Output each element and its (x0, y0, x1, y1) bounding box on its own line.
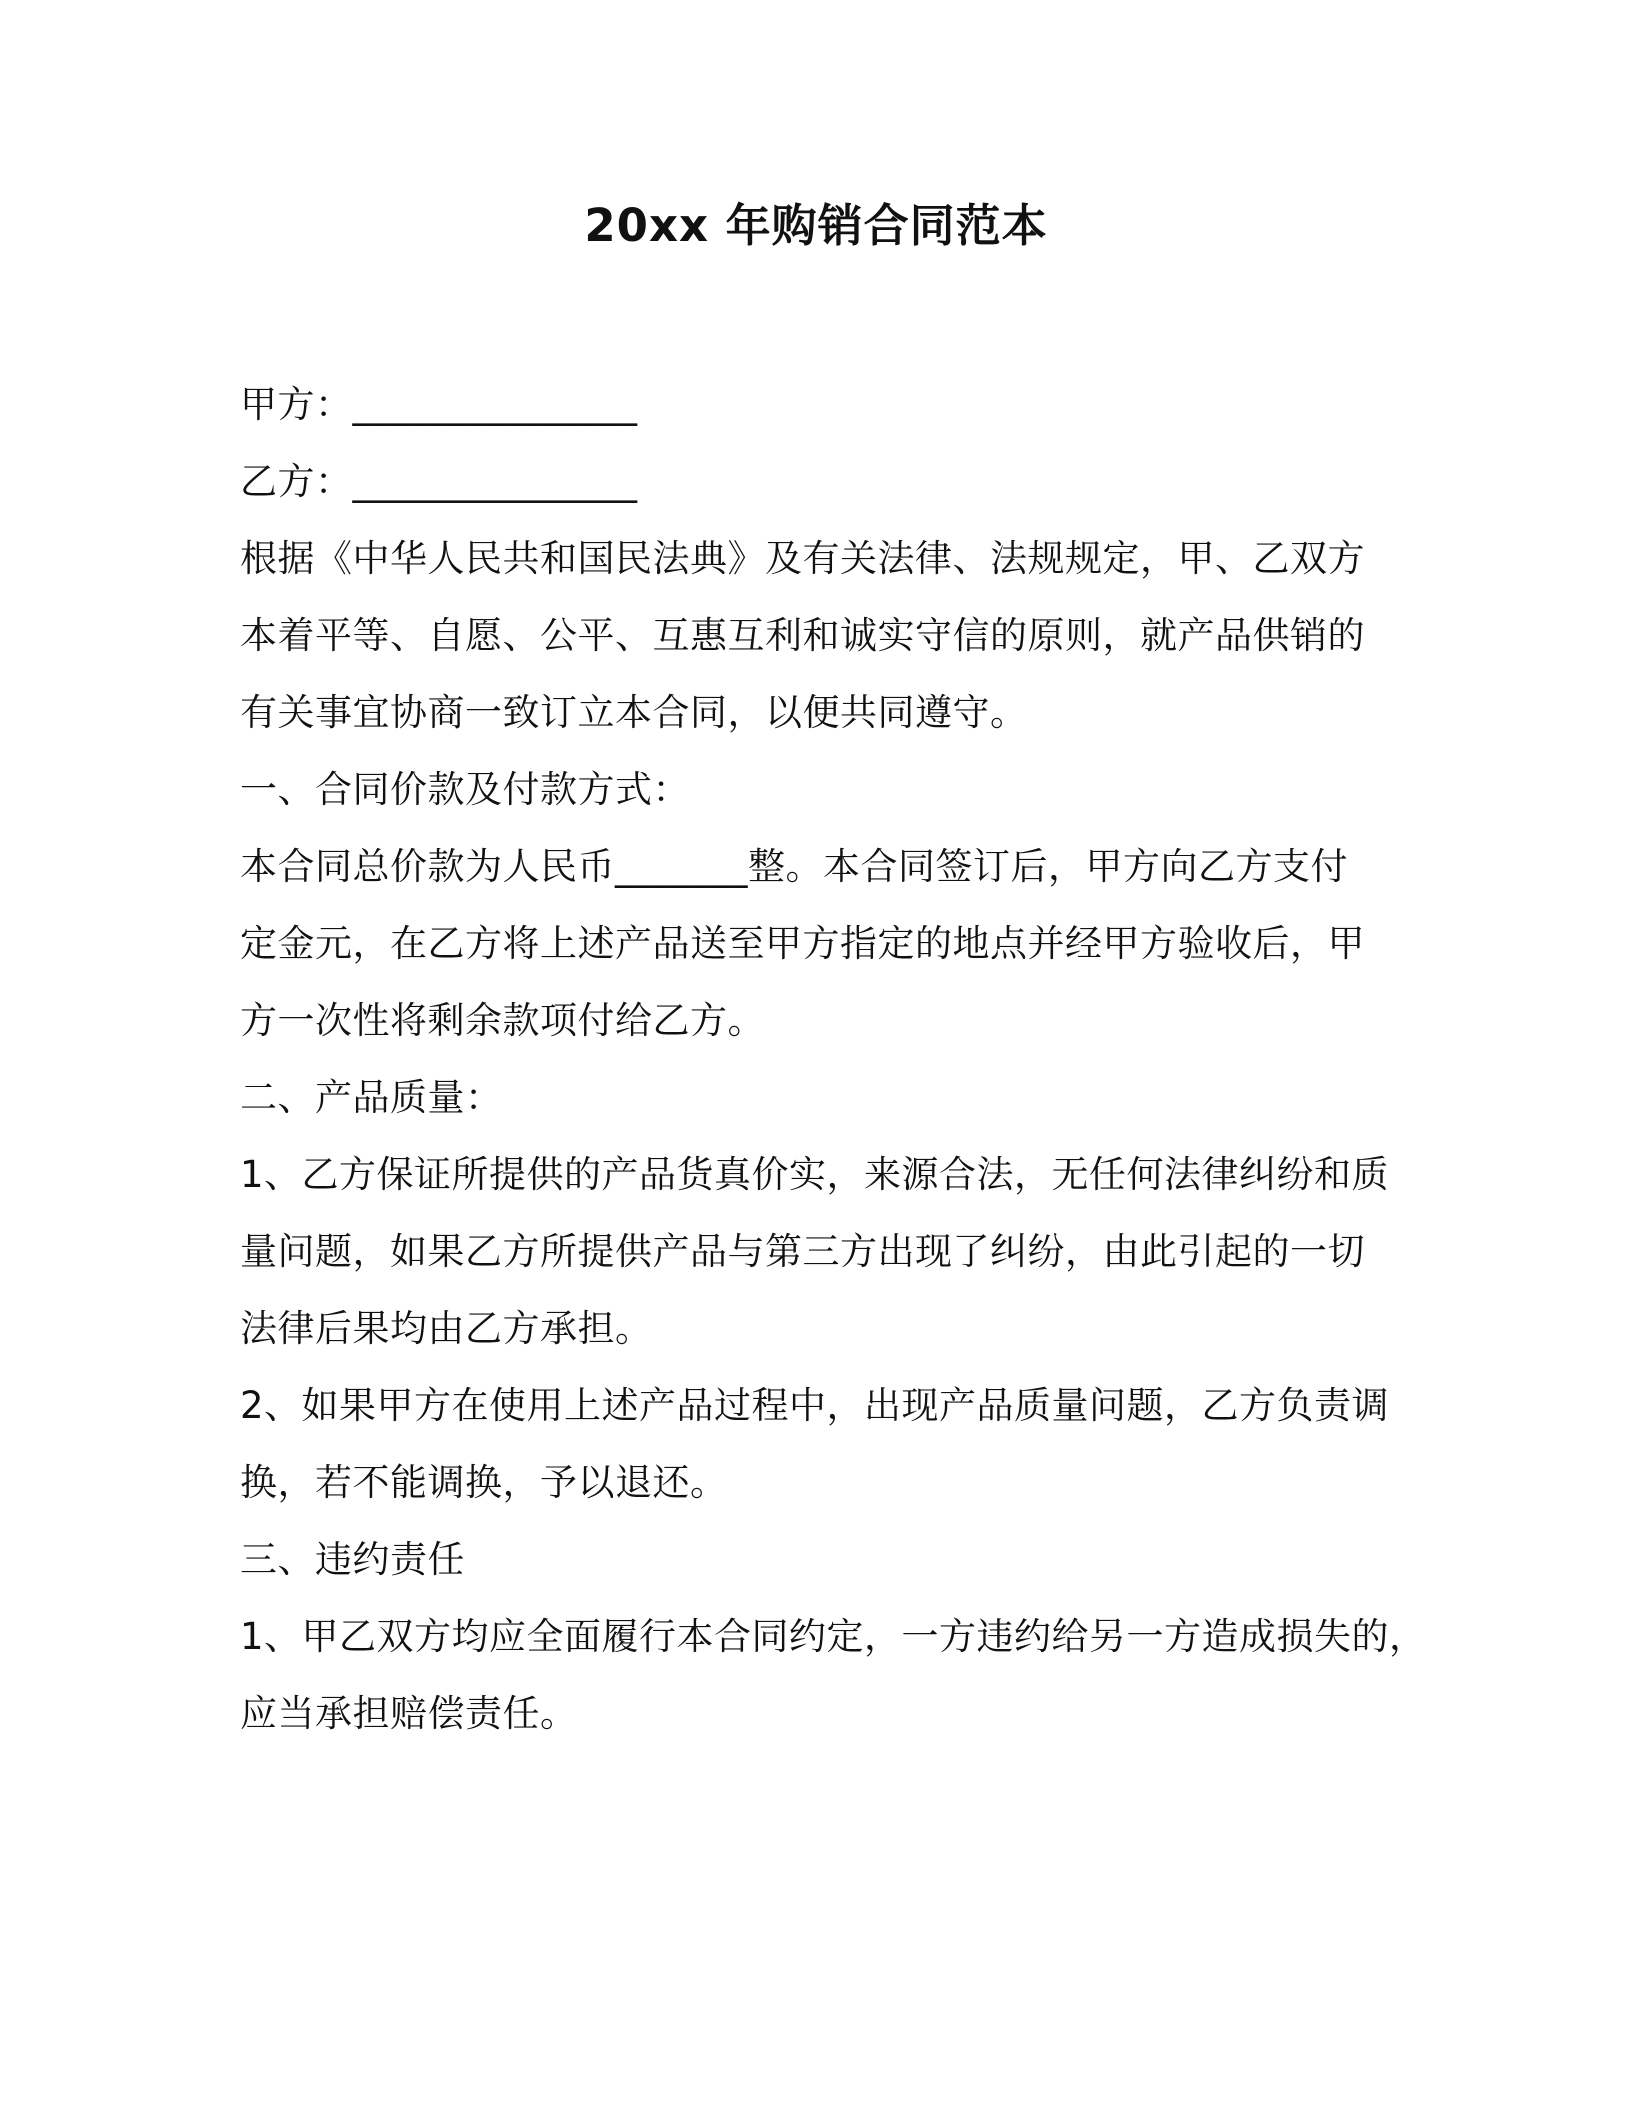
section-heading-price: 一、合同价款及付款方式： (240, 768, 690, 811)
document-body (240, 366, 1427, 1752)
preamble-line-1: 根据《中华人民共和国民法典》及有关法律、法规规定，甲、乙双方 (240, 537, 1365, 580)
price-line-2: 定金元，在乙方将上述产品送至甲方指定的地点并经甲方验收后，甲 (240, 922, 1365, 965)
quality-item-1-line-1: 1、乙方保证所提供的产品货真价实，来源合法，无任何法律纠纷和质 (240, 1153, 1390, 1196)
document-title: 20xx 年购销合同范本 (584, 199, 1048, 252)
liability-item-1-line-2: 应当承担赔偿责任。 (240, 1692, 578, 1735)
section-heading-liability: 三、违约责任 (240, 1538, 465, 1581)
quality-item-1-line-3: 法律后果均由乙方承担。 (240, 1307, 653, 1350)
liability-item-1-line-1: 1、甲乙双方均应全面履行本合同约定，一方违约给另一方造成损失的， (240, 1615, 1427, 1658)
quality-item-2-line-1: 2、如果甲方在使用上述产品过程中，出现产品质量问题，乙方负责调 (240, 1384, 1390, 1427)
section-heading-quality: 二、产品质量： (240, 1076, 503, 1119)
quality-item-1-line-2: 量问题，如果乙方所提供产品与第三方出现了纠纷，由此引起的一切 (240, 1230, 1365, 1273)
price-line-3: 方一次性将剩余款项付给乙方。 (240, 999, 765, 1042)
preamble-line-2: 本着平等、自愿、公平、互惠互利和诚实守信的原则，就产品供销的 (240, 614, 1365, 657)
quality-item-2-line-2: 换，若不能调换，予以退还。 (240, 1461, 728, 1504)
price-line-1: 本合同总价款为人民币_______整。本合同签订后，甲方向乙方支付 (240, 845, 1348, 888)
party-b-line: 乙方：_______________ (240, 460, 638, 503)
party-a-line: 甲方：_______________ (240, 383, 638, 426)
preamble-line-3: 有关事宜协商一致订立本合同，以便共同遵守。 (240, 691, 1028, 734)
